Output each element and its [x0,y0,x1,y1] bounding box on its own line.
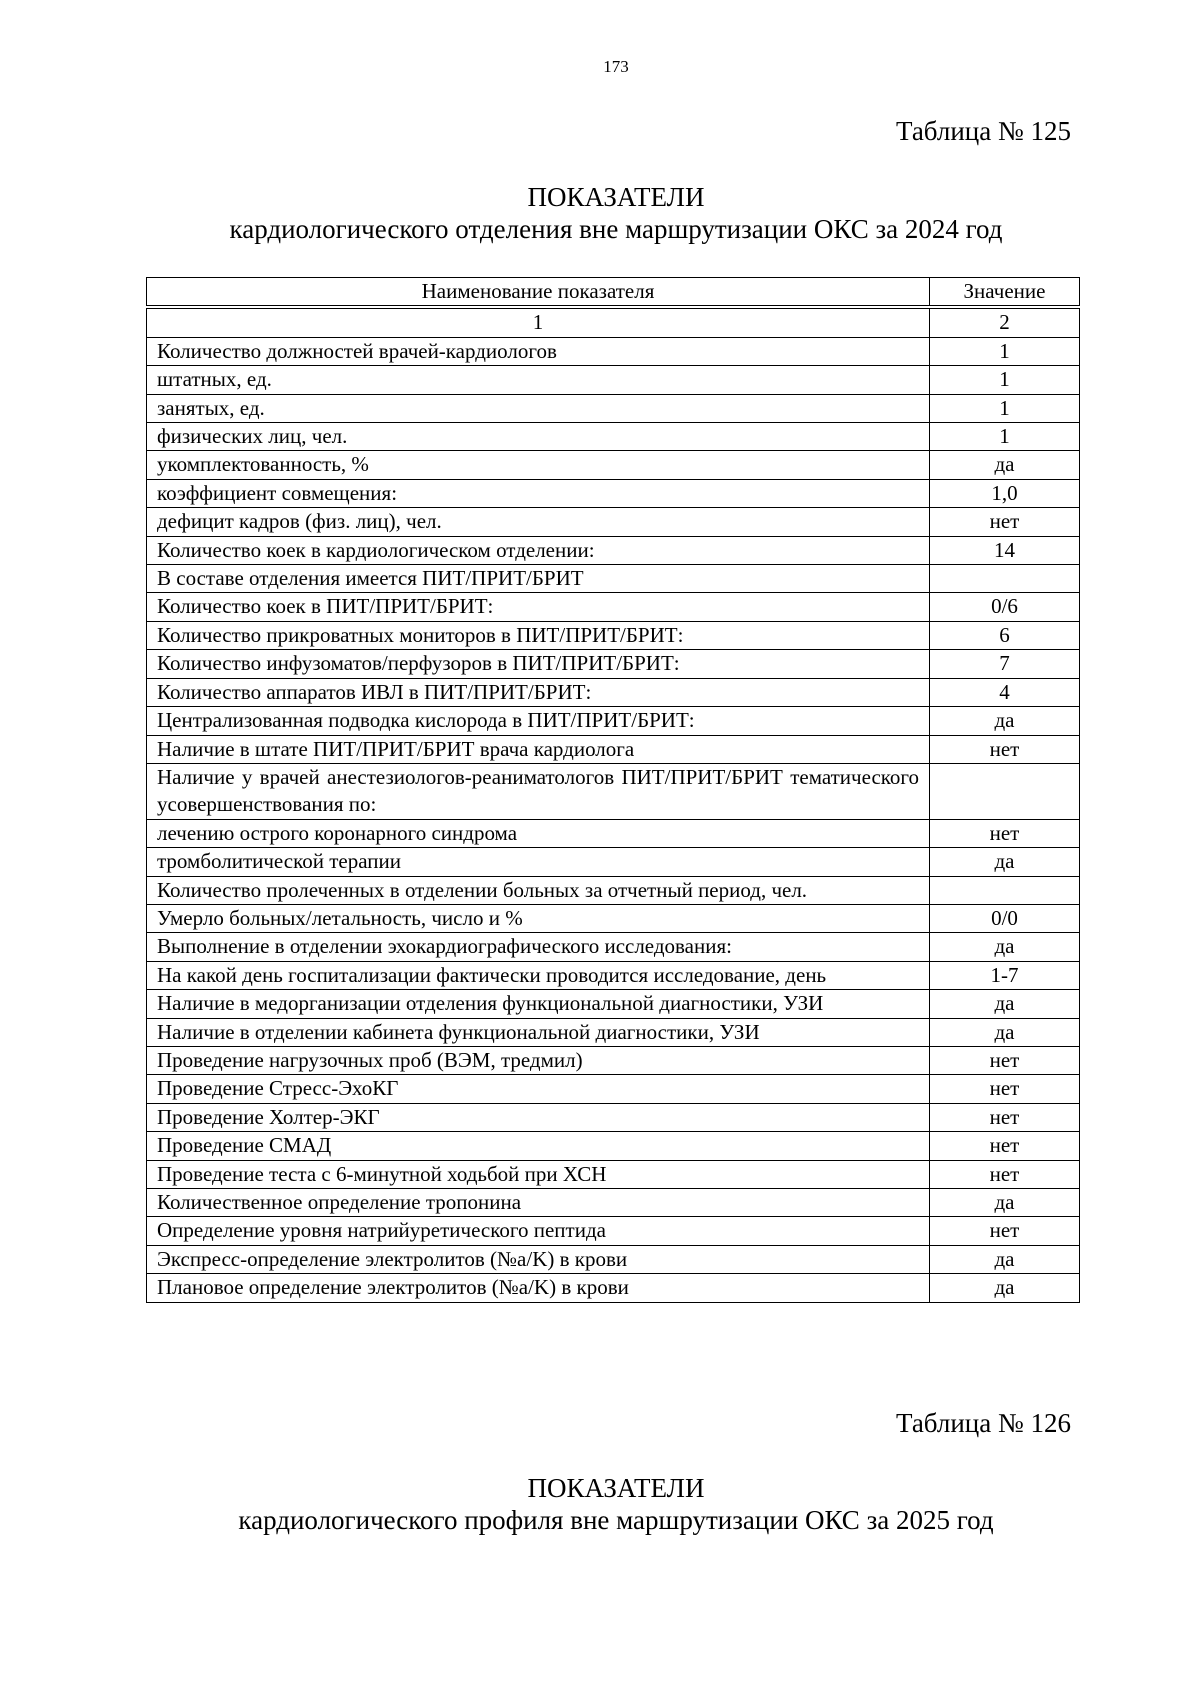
indicator-name: На какой день госпитализации фактически проводится исследование, день [147,961,930,989]
table-row [147,1217,1080,1245]
table-row [147,876,1080,904]
indicator-value: 14 [930,536,1080,564]
indicator-value: нет [930,508,1080,536]
indicator-value: 1 [930,366,1080,394]
indicator-name: лечению острого коронарного синдрома [147,819,930,847]
table-row [147,394,1080,422]
table-125-subtitle: кардиологического отделения вне маршрутизации ОКС за 2024 год [229,214,1003,244]
indicators-table [146,277,1080,1303]
indicator-value: 4 [930,678,1080,706]
indicator-value: да [930,990,1080,1018]
table-row [147,593,1080,621]
indicator-name: занятых, ед. [147,394,930,422]
indicator-name: Проведение нагрузочных проб (ВЭМ, тредмил) [147,1046,930,1074]
indicator-name: физических лиц, чел. [147,423,930,451]
table-row [147,423,1080,451]
indicator-value: да [930,451,1080,479]
indicator-value [930,565,1080,593]
table-row [147,990,1080,1018]
indicator-name: Количество инфузоматов/перфузоров в ПИТ/ПРИТ/БРИТ: [147,650,930,678]
indicator-value: да [930,1018,1080,1046]
indicator-name: Количество прикроватных мониторов в ПИТ/ПРИТ/БРИТ: [147,621,930,649]
indicator-name: тромболитической терапии [147,848,930,876]
table-row [147,763,1080,819]
indicator-name: Проведение теста с 6-минутной ходьбой при ХСН [147,1160,930,1188]
indicator-value: 0/0 [930,904,1080,932]
indicator-value: 0/6 [930,593,1080,621]
indicator-name: Наличие в отделении кабинета функциональной диагностики, УЗИ [147,1018,930,1046]
table-row [147,1132,1080,1160]
column-number-row [147,307,1080,337]
table-row [147,1103,1080,1131]
indicator-value: нет [930,1217,1080,1245]
indicator-value [930,763,1080,819]
indicator-name: укомплектованность, % [147,451,930,479]
indicator-value: нет [930,1046,1080,1074]
table-row [147,707,1080,735]
indicator-name: Централизованная подводка кислорода в ПИТ/ПРИТ/БРИТ: [147,707,930,735]
table-row [147,565,1080,593]
table-row [147,1018,1080,1046]
indicator-value: да [930,1189,1080,1217]
table-126-subtitle: кардиологического профиля вне маршрутизации ОКС за 2025 год [238,1505,994,1535]
table-125-heading [0,181,1200,245]
table-row [147,451,1080,479]
table-row [147,366,1080,394]
indicator-value: да [930,1245,1080,1273]
table-row [147,933,1080,961]
table-body [147,307,1080,1302]
indicator-name: дефицит кадров (физ. лиц), чел. [147,508,930,536]
table-header-row [147,278,1080,308]
indicator-value: нет [930,1075,1080,1103]
table-number-125: Таблица № 125 [896,116,1071,146]
page-number: 173 [603,57,629,76]
indicator-name: В составе отделения имеется ПИТ/ПРИТ/БРИТ [147,565,930,593]
indicator-name: Экспресс-определение электролитов (№a/K) в крови [147,1245,930,1273]
indicator-value: 1-7 [930,961,1080,989]
indicator-value: да [930,848,1080,876]
indicator-name: Количество коек в ПИТ/ПРИТ/БРИТ: [147,593,930,621]
table-row [147,1046,1080,1074]
indicator-name: коэффициент совмещения: [147,479,930,507]
indicator-value: да [930,933,1080,961]
table-row [147,650,1080,678]
table-number-126: Таблица № 126 [896,1408,1071,1438]
table-row [147,1245,1080,1273]
indicator-value: да [930,1274,1080,1302]
indicator-name: Количество должностей врачей-кардиологов [147,337,930,365]
column-header-value: Значение [930,278,1080,308]
indicator-value: 1 [930,337,1080,365]
indicator-value: 1,0 [930,479,1080,507]
indicator-value: нет [930,1103,1080,1131]
table-126-title: ПОКАЗАТЕЛИ [527,1473,705,1503]
table-row [147,819,1080,847]
indicator-name: Плановое определение электролитов (№a/K) в крови [147,1274,930,1302]
indicator-name: Проведение Стресс-ЭхоКГ [147,1075,930,1103]
table-row [147,904,1080,932]
table-row [147,1075,1080,1103]
table-row [147,735,1080,763]
indicator-name: штатных, ед. [147,366,930,394]
column-number-1: 1 [147,307,930,337]
indicator-name: Выполнение в отделении эхокардиографического исследования: [147,933,930,961]
table-126-heading [0,1472,1200,1536]
table-row [147,961,1080,989]
column-header-name: Наименование показателя [147,278,930,308]
table-row [147,848,1080,876]
indicator-value: 1 [930,423,1080,451]
table-row [147,508,1080,536]
indicator-value: нет [930,1160,1080,1188]
table-row [147,1274,1080,1302]
table-row [147,1160,1080,1188]
indicator-value: 7 [930,650,1080,678]
table-125-title: ПОКАЗАТЕЛИ [527,182,705,212]
indicator-name: Количество пролеченных в отделении больных за отчетный период, чел. [147,876,930,904]
indicator-name: Наличие в медорганизации отделения функциональной диагностики, УЗИ [147,990,930,1018]
indicator-value: нет [930,735,1080,763]
indicator-name: Количество аппаратов ИВЛ в ПИТ/ПРИТ/БРИТ: [147,678,930,706]
table-row [147,337,1080,365]
indicator-name: Определение уровня натрийуретического пептида [147,1217,930,1245]
table-row [147,479,1080,507]
indicator-name: Наличие в штате ПИТ/ПРИТ/БРИТ врача кардиолога [147,735,930,763]
indicator-name: Проведение СМАД [147,1132,930,1160]
column-number-2: 2 [930,307,1080,337]
indicator-name: Количественное определение тропонина [147,1189,930,1217]
table-row [147,678,1080,706]
indicator-name: Количество коек в кардиологическом отделении: [147,536,930,564]
indicator-value [930,876,1080,904]
indicator-value: да [930,707,1080,735]
indicator-value: нет [930,819,1080,847]
indicator-name: Проведение Холтер-ЭКГ [147,1103,930,1131]
indicator-name: Наличие у врачей анестезиологов-реаниматологов ПИТ/ПРИТ/БРИТ тематического усовершенствования по: [147,763,930,819]
table-row [147,621,1080,649]
indicator-value: нет [930,1132,1080,1160]
table-row [147,536,1080,564]
indicator-value: 1 [930,394,1080,422]
table-row [147,1189,1080,1217]
indicator-name: Умерло больных/летальность, число и % [147,904,930,932]
indicator-value: 6 [930,621,1080,649]
